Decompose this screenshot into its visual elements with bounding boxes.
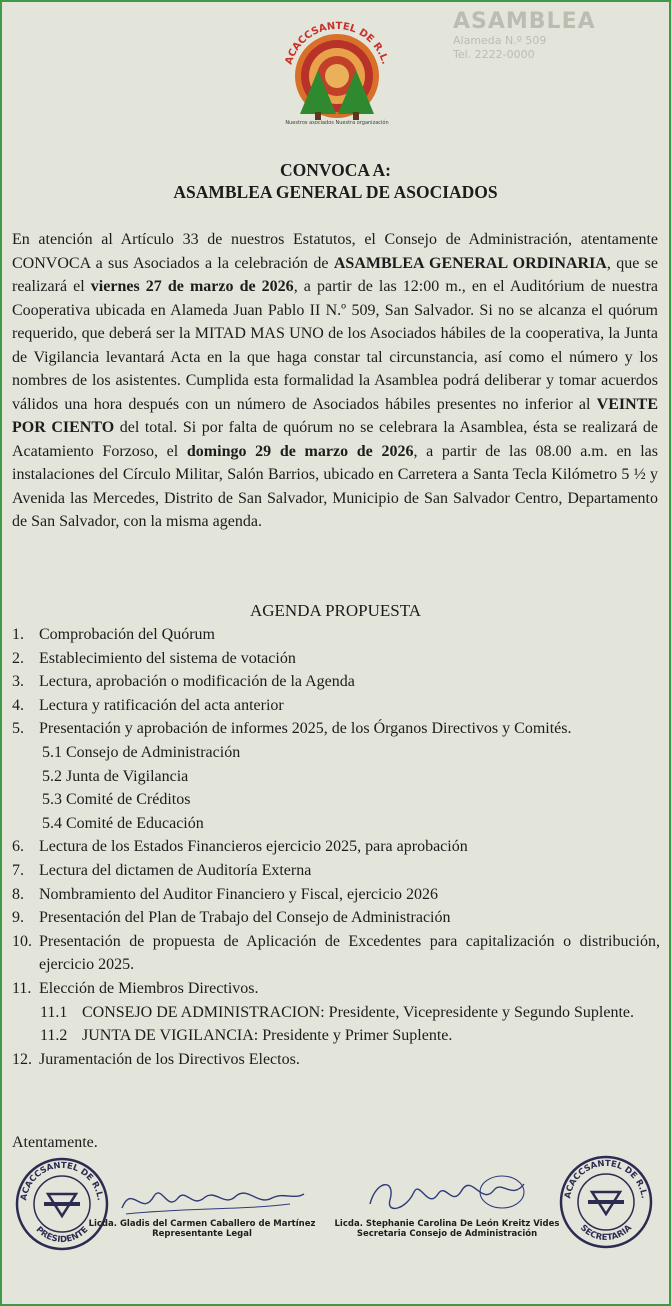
agenda-item xyxy=(12,1001,660,1025)
agenda-item xyxy=(12,717,660,741)
title-line-1: CONVOCA A: xyxy=(280,160,391,180)
agenda-item-number: 5. xyxy=(12,720,24,738)
agenda-heading: AGENDA PROPUESTA xyxy=(249,601,422,620)
agenda-item-number: 7. xyxy=(12,861,24,879)
agenda-item-number: 2. xyxy=(12,649,24,667)
agenda-item-text: Presentación de propuesta de Aplicación de Excedentes para capitalización o distribución, ejercicio 2025. xyxy=(39,932,660,974)
agenda-item-number: 8. xyxy=(12,885,24,903)
agenda-item xyxy=(12,670,660,694)
agenda-item-text: Presentación y aprobación de informes 2025, de los Órganos Directivos y Comités. xyxy=(39,720,572,738)
agenda-subitem: 5.3 Comité de Créditos xyxy=(42,791,191,809)
agenda-item-text: Juramentación de los Directivos Electos. xyxy=(39,1050,300,1068)
agenda-item-number: 11. xyxy=(12,979,32,997)
agenda-item xyxy=(12,977,660,1001)
agenda-item xyxy=(12,647,660,671)
agenda-item-text: Lectura y ratificación del acta anterior xyxy=(39,696,284,714)
signer-right-role: Secretaria Consejo de Administración xyxy=(356,1229,538,1239)
agenda-item-number: 11.2 xyxy=(40,1027,68,1045)
signer-right xyxy=(332,1219,562,1239)
agenda-item-text: Nombramiento del Auditor Financiero y Fiscal, ejercicio 2026 xyxy=(39,885,439,903)
agenda-item-number: 10. xyxy=(12,932,32,950)
agenda-list xyxy=(12,623,660,1071)
agenda-item xyxy=(12,1048,660,1072)
agenda-item-number: 9. xyxy=(12,909,24,927)
agenda-item-number: 12. xyxy=(12,1050,32,1068)
agenda-item xyxy=(12,694,660,718)
agenda-subitem: 5.2 Junta de Vigilancia xyxy=(42,767,189,785)
agenda-item xyxy=(12,906,660,930)
signer-left-name: Licda. Gladis del Carmen Caballero de Martínez xyxy=(88,1219,316,1229)
svg-text:PRESIDENTE: PRESIDENTE xyxy=(33,1224,91,1246)
agenda-item-number: 11.1 xyxy=(40,1003,68,1021)
agenda-item-number: 1. xyxy=(12,626,24,643)
notice-title xyxy=(2,159,669,203)
seal-right xyxy=(558,1154,654,1250)
agenda-item-number: 4. xyxy=(12,696,24,714)
title-line-2: ASAMBLEA GENERAL DE ASOCIADOS xyxy=(173,182,498,202)
agenda-item-text: Presentación del Plan de Trabajo del Consejo de Administración xyxy=(39,909,451,927)
agenda-item xyxy=(12,859,660,883)
svg-text:ACACCSANTEL DE R.L.: ACACCSANTEL DE R.L. xyxy=(563,1158,649,1200)
logo-graphic xyxy=(272,18,402,122)
logo-arc-text: ACACCSANTEL DE R.L. xyxy=(283,20,391,66)
bleed-through-text: ASAMBLEA Alameda N.º 509 Tel. 2222-0000 xyxy=(453,9,596,61)
logo-tagline: Nuestros asociados Nuestra organización xyxy=(285,120,389,126)
signature-right-scrawl xyxy=(362,1170,532,1222)
agenda-item xyxy=(12,1024,660,1048)
agenda-item xyxy=(12,930,660,977)
agenda-item-text: CONSEJO DE ADMINISTRACION: Presidente, Vicepresidente y Segundo Suplente. xyxy=(82,1003,635,1021)
cooperative-logo xyxy=(272,18,402,130)
agenda-item xyxy=(12,883,660,907)
closing-text: Atentamente. xyxy=(12,1134,98,1151)
agenda-item-text: Elección de Miembros Directivos. xyxy=(39,979,259,997)
signer-left-role: Representante Legal xyxy=(152,1229,252,1239)
svg-text:ACACCSANTEL DE R.L.: ACACCSANTEL DE R.L. xyxy=(19,1160,105,1202)
signer-left xyxy=(82,1219,322,1239)
agenda-item-text: Lectura del dictamen de Auditoría Externa xyxy=(39,861,312,879)
agenda-item-number: 3. xyxy=(12,673,24,691)
agenda-item-text: Lectura de los Estados Financieros ejercicio 2025, para aprobación xyxy=(39,838,468,856)
agenda-item xyxy=(12,835,660,859)
convocation-paragraph: En atención al Artículo 33 de nuestros Estatutos, el Consejo de Administración, atentamente CONVOCA a sus Asociados a la celebración de ASAMBLEA GENERAL ORDINARIA, que se realizará el viernes 27 de marzo de 2026, a partir de las 12:00 m., en el Auditórium de nuestra Cooperativa ubicada en Alameda Juan Pablo II N.º 509, San Salvador. Si no se alcanza el quórum requerido, que deberá ser la MITAD MAS UNO de los Asociados hábiles de la cooperativa, la Junta de Vigilancia levantará Acta en la que haga constar tal circunstancia, así como el número y los nombres de los asistentes. Cumplida esta formalidad la Asamblea podrá deliberar y tomar acuerdos válidos una hora después con un número de Asociados hábiles presentes no inferior al VEINTE POR CIENTO del total. Si por falta de quórum no se celebrara la Asamblea, ésta se realizará de Acatamiento Forzoso, el domingo 29 de marzo de 2026, a partir de las 08.00 a.m. en las instalaciones del Círculo Militar, Salón Barrios, ubicado en Carretera a Santa Tecla Kilómetro 5 ½ y Avenida las Mercedes, Distrito de San Salvador, Municipio de San Salvador Centro, Departamento de San Salvador, con la misma agenda. xyxy=(12,231,659,530)
agenda-item xyxy=(12,623,660,647)
agenda-item-text: Establecimiento del sistema de votación xyxy=(39,649,296,667)
agenda-item-number: 6. xyxy=(12,838,24,856)
agenda-item-text: Comprobación del Quórum xyxy=(39,626,215,643)
signer-right-name: Licda. Stephanie Carolina De León Kreitz Vides xyxy=(334,1219,560,1229)
agenda-item-text: Lectura, aprobación o modificación de la Agenda xyxy=(39,673,355,691)
agenda-subitem: 5.1 Consejo de Administración xyxy=(42,743,241,761)
agenda-subitem: 5.4 Comité de Educación xyxy=(42,814,204,832)
signature-left-scrawl xyxy=(112,1178,312,1222)
svg-text:SECRETARIA: SECRETARIA xyxy=(577,1223,635,1244)
agenda-item-text: JUNTA DE VIGILANCIA: Presidente y Primer Suplente. xyxy=(82,1027,453,1045)
